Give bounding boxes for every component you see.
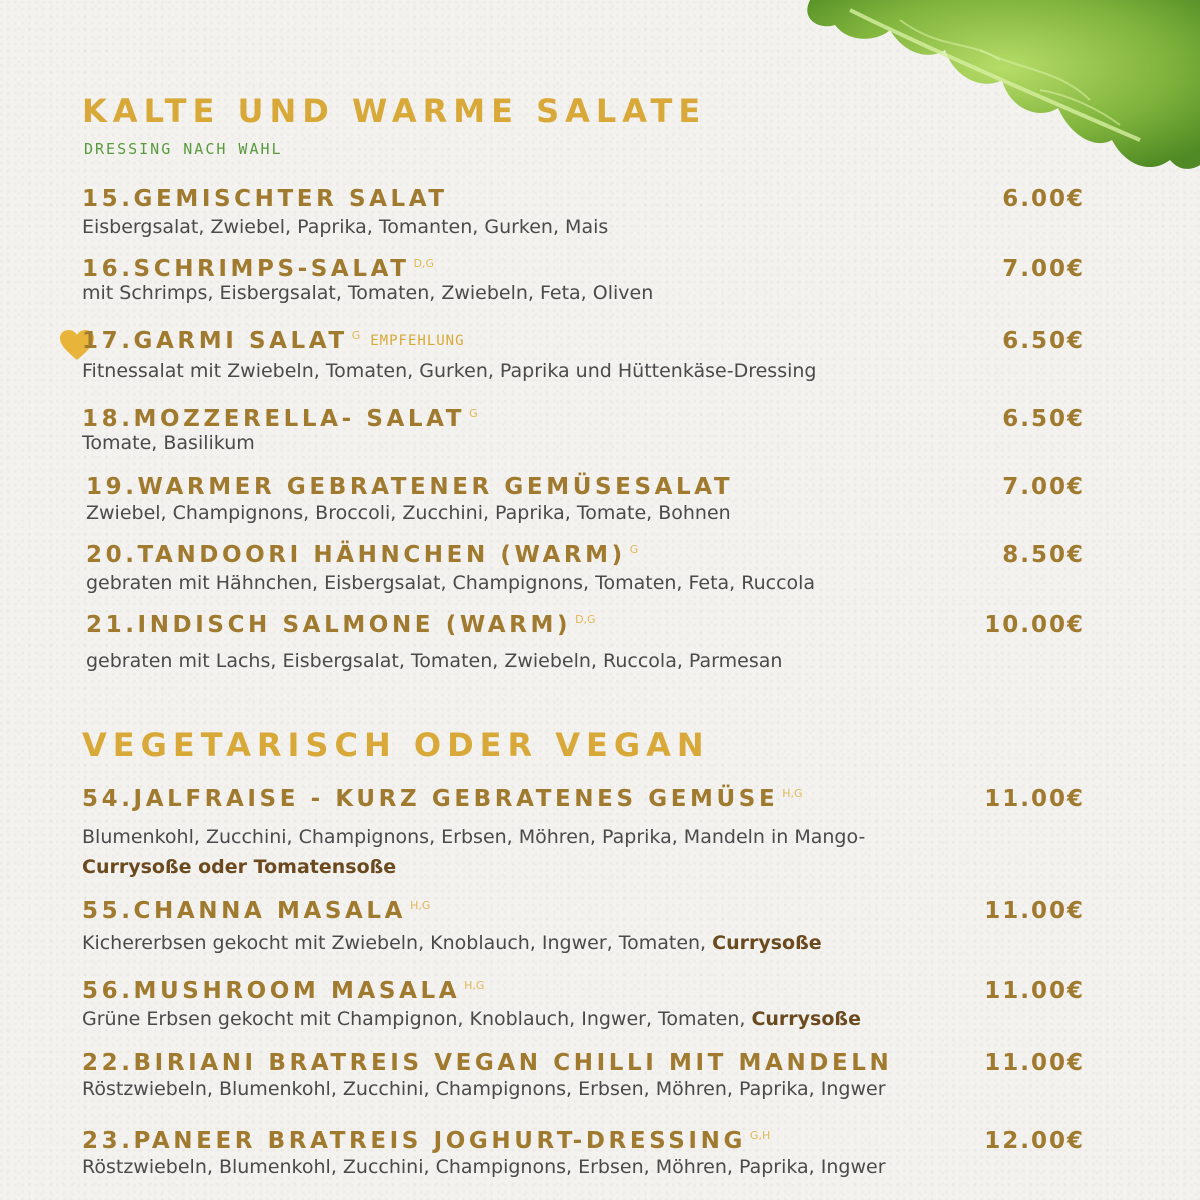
item-name: 23.PANEER BRATREIS JOGHURT-DRESSING: [82, 1128, 746, 1154]
item-name: 55.CHANNA MASALA: [82, 898, 407, 924]
item-price: 8.50€: [1002, 542, 1085, 568]
allergen-code: H,G: [782, 787, 803, 801]
item-name: 56.MUSHROOM MASALA: [82, 978, 461, 1004]
allergen-code: D,G: [413, 257, 434, 271]
menu-item-17: [82, 328, 1085, 382]
item-description: Grüne Erbsen gekocht mit Champignon, Knoblauch, Ingwer, Tomaten,: [82, 1008, 752, 1030]
menu-item-20: [86, 542, 1085, 594]
item-price: 6.50€: [1002, 406, 1085, 432]
item-price: 7.00€: [1002, 474, 1085, 500]
item-price: 7.00€: [1002, 256, 1085, 282]
item-description: Eisbergsalat, Zwiebel, Paprika, Tomanten, Gurken, Mais: [82, 216, 609, 238]
allergen-code: G: [351, 329, 361, 343]
allergen-code: G,H: [749, 1129, 771, 1143]
item-description: mit Schrimps, Eisbergsalat, Tomaten, Zwiebeln, Feta, Oliven: [82, 282, 654, 304]
item-description-sauce: Currysoße: [751, 1008, 861, 1030]
item-description-sauce: Currysoße oder Tomatensoße: [82, 856, 397, 878]
item-price: 12.00€: [984, 1128, 1085, 1154]
item-description: Zwiebel, Champignons, Broccoli, Zucchini, Paprika, Tomate, Bohnen: [86, 502, 731, 524]
menu-item-55: [82, 898, 1085, 954]
allergen-code: H,G: [464, 979, 485, 993]
item-name: 20.TANDOORI HÄHNCHEN (WARM): [86, 542, 626, 568]
menu-item-22: [82, 1050, 1085, 1100]
item-price: 6.00€: [1002, 186, 1085, 212]
menu-item-16: [82, 256, 1085, 304]
item-name: 21.INDISCH SALMONE (WARM): [86, 612, 572, 638]
item-description: Röstzwiebeln, Blumenkohl, Zucchini, Champignons, Erbsen, Möhren, Paprika, Ingwer: [82, 1078, 886, 1100]
allergen-code: D,G: [575, 613, 596, 627]
item-description: gebraten mit Lachs, Eisbergsalat, Tomaten, Zwiebeln, Ruccola, Parmesan: [86, 650, 783, 672]
item-name: 18.MOZZERELLA- SALAT: [82, 406, 466, 432]
menu-item-56: [82, 978, 1085, 1030]
menu-item-23: [82, 1128, 1085, 1178]
menu-item-18: [82, 406, 1085, 454]
allergen-code: G: [469, 407, 478, 421]
item-price: 10.00€: [984, 612, 1085, 638]
item-price: 11.00€: [984, 1050, 1085, 1076]
item-description: Tomate, Basilikum: [82, 432, 255, 454]
item-description: Blumenkohl, Zucchini, Champignons, Erbsen, Möhren, Paprika, Mandeln in Mango-: [82, 826, 866, 848]
item-name: 15.GEMISCHTER SALAT: [82, 186, 448, 212]
section-title-vegetarian: VEGETARISCH ODER VEGAN: [82, 726, 710, 764]
item-name: 19.WARMER GEBRATENER GEMÜSESALAT: [86, 474, 734, 500]
item-description: Röstzwiebeln, Blumenkohl, Zucchini, Champignons, Erbsen, Möhren, Paprika, Ingwer: [82, 1156, 886, 1178]
item-description: Kichererbsen gekocht mit Zwiebeln, Knoblauch, Ingwer, Tomaten,: [82, 932, 713, 954]
allergen-code: H,G: [410, 899, 431, 913]
item-price: 11.00€: [984, 786, 1085, 812]
item-name: 17.GARMI SALAT: [82, 328, 348, 354]
item-name: 54.JALFRAISE - KURZ GEBRATENES GEMÜSE: [82, 786, 779, 812]
allergen-code: G: [629, 543, 639, 557]
section-title-salads: KALTE UND WARME SALATE: [82, 92, 707, 130]
item-description: gebraten mit Hähnchen, Eisbergsalat, Champignons, Tomaten, Feta, Ruccola: [86, 572, 816, 594]
menu-item-15: [82, 186, 1085, 238]
menu-item-54: [82, 786, 1085, 878]
item-name: 22.BIRIANI BRATREIS VEGAN CHILLI MIT MANDELN: [82, 1050, 893, 1076]
item-description-sauce: Currysoße: [712, 932, 822, 954]
item-price: 6.50€: [1002, 328, 1085, 354]
item-description: Fitnessalat mit Zwiebeln, Tomaten, Gurken, Paprika und Hüttenkäse-Dressing: [82, 360, 817, 382]
menu-item-21: [86, 612, 1085, 672]
section-subtitle-dressing: DRESSING NACH WAHL: [84, 140, 283, 158]
recommendation-badge: EMPFEHLUNG: [370, 333, 465, 349]
item-name: 16.SCHRIMPS-SALAT: [82, 256, 410, 282]
menu-item-19: [86, 474, 1085, 524]
item-price: 11.00€: [984, 898, 1085, 924]
lettuce-leaf-image: [740, 0, 1200, 190]
item-price: 11.00€: [984, 978, 1085, 1004]
